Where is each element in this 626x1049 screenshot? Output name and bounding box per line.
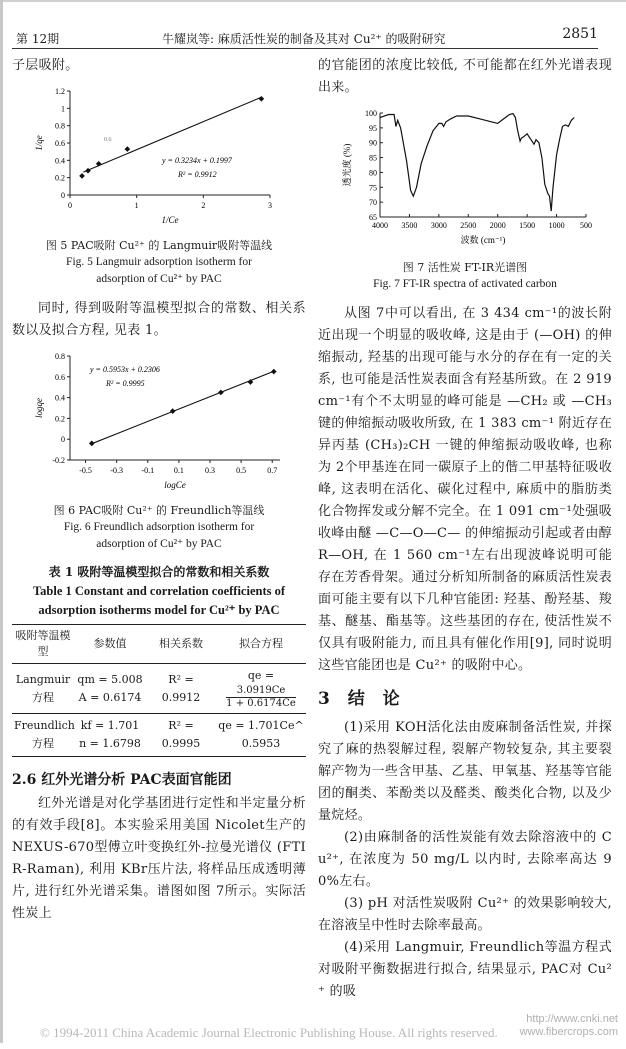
param-value: qm = 5.008 (77, 672, 143, 686)
x-tick-label: -0.1 (141, 466, 155, 475)
x-tick-label: 500 (580, 221, 592, 230)
paragraph-table-ref: 同时, 得到吸附等温模型拟合的常数、相关系数以及拟合方程, 见表 1。 (12, 301, 306, 338)
y-tick-label: 0.8 (55, 121, 65, 131)
two-column-body (12, 55, 612, 1003)
data-point (218, 390, 224, 396)
y-tick-label: 65 (369, 213, 377, 222)
y-tick-label: 75 (369, 183, 377, 193)
y-tick-label: 0.6 (55, 372, 65, 382)
x-tick-label: 0.5 (236, 466, 247, 475)
stray-label: 0.6 (104, 137, 112, 143)
x-tick-label: 4000 (372, 221, 388, 230)
col-header-equation: 拟合方程 (239, 637, 283, 650)
y-tick-label: 0.8 (55, 352, 65, 361)
copyright-watermark: © 1994-2011 China Academic Journal Electronic Publishing House. All rights reserved. (40, 1025, 498, 1040)
conclusion-1: (1)采用 KOH活化法由废麻制备活性炭, 并探究了麻的热裂解过程, 裂解产物较复杂, 其主要裂解产物为一些含甲基、乙基、甲氧基、羟基等官能团的酮类、苯酚类以及醛类、酸类化合物, 以及少量烷烃。 (318, 720, 612, 823)
model-name: Freundlich (14, 719, 75, 732)
cell-params (74, 714, 146, 757)
figure-5 (12, 83, 306, 233)
figure-6 (12, 348, 306, 498)
y-tick-label: -0.2 (52, 456, 65, 465)
y-tick-label: 90 (369, 138, 377, 148)
cell-model (12, 714, 74, 757)
section-2-6-heading: 2.6 红外光谱分析 PAC表面官能团 (12, 772, 232, 788)
conclusion-3: (3) pH 对活性炭吸附 Cu²⁺ 的效果影响较大, 在溶液呈中性时去除率最高。 (318, 896, 612, 933)
figure-5-langmuir-chart (12, 83, 306, 233)
page-number: 2851 (562, 26, 598, 42)
col-header-r2: 相关系数 (159, 637, 203, 650)
table-1-title-en-1: Table 1 Constant and correlation coefficients of (32, 584, 286, 598)
data-point (259, 96, 265, 102)
x-tick-label: 2500 (460, 221, 477, 230)
table-row (12, 664, 306, 714)
data-point (96, 161, 102, 167)
spacer (12, 288, 306, 298)
y-tick-label: 0 (61, 435, 65, 445)
x-tick-label: 0.7 (267, 466, 278, 475)
param-value: n = 1.6798 (79, 737, 141, 750)
y-tick-label: 0.6 (55, 139, 65, 148)
figure-5-caption-cn: 图 5 PAC吸附 Cu²⁺ 的 Langmuir吸附等温线 (45, 239, 273, 252)
data-point (170, 408, 176, 414)
y-tick-label: 0 (61, 191, 65, 200)
data-point (271, 369, 277, 375)
y-axis-label: 透光度 (%) (342, 143, 352, 187)
y-axis-label: 1/qe (34, 135, 44, 151)
spectrum-line (380, 114, 574, 212)
spacer (318, 293, 612, 303)
x-tick-label: 0 (68, 201, 72, 210)
site-watermark-1: http://www.cnki.net (526, 1013, 618, 1025)
y-tick-label: 70 (369, 198, 377, 208)
y-tick-label: 0.2 (55, 414, 65, 424)
y-tick-label: 0.4 (55, 156, 65, 166)
section-3-heading: 3 结 论 (318, 689, 406, 709)
fit-equation: y = 0.3234x + 0.1997 (162, 156, 232, 165)
x-tick-label: 1 (134, 201, 139, 210)
figure-6-freundlich-chart (12, 348, 306, 498)
equation-fraction (226, 685, 296, 710)
x-axis-label: 1/Ce (161, 215, 179, 225)
running-title: 牛耀岚等: 麻质活性炭的制备及其对 Cu²⁺ 的吸附研究 (162, 32, 446, 46)
x-tick-label: 3500 (401, 221, 418, 230)
left-column (12, 55, 306, 925)
x-tick-label: 3000 (430, 221, 447, 230)
table-1-grid (12, 624, 306, 757)
cell-r2: R² = 0.9912 (161, 672, 201, 704)
equation-denominator: 1 + 0.6174Ce (226, 698, 296, 709)
figure-5-caption-en-1: Fig. 5 Langmuir adsorption isotherm for (66, 256, 252, 268)
r-squared: R² = 0.9995 (106, 379, 145, 388)
figure-6-caption-en-1: Fig. 6 Freundlich adsorption isotherm for (63, 521, 255, 533)
spacer (12, 553, 306, 563)
cell-r2: R² = 0.9995 (161, 719, 201, 750)
model-suffix: 方程 (32, 737, 54, 750)
figure-6-caption-cn: 图 6 PAC吸附 Cu²⁺ 的 Freundlich等温线 (53, 504, 265, 517)
right-column (318, 55, 612, 1003)
data-point (89, 441, 95, 447)
figure-7-caption-en: Fig. 7 FT-IR spectra of activated carbon (373, 278, 557, 290)
conclusion-2: (2)由麻制备的活性炭能有效去除溶液中的 Cu²⁺, 在浓度为 50 mg/L 以内时, 去除率高达 90%左右。 (318, 830, 612, 889)
y-tick-label: 80 (369, 168, 377, 178)
table-1-title-en-2: adsorption isotherms model for Cu²⁺ by PAC (38, 603, 280, 617)
x-tick-label: 1500 (519, 221, 536, 230)
y-tick-label: 1.2 (55, 87, 65, 96)
data-point (125, 146, 131, 152)
param-value: kf = 1.701 (80, 719, 140, 732)
x-axis-label: 波数 (cm⁻¹) (460, 235, 506, 245)
figure-7-caption-cn: 图 7 活性炭 FT-IR光谱图 (402, 261, 528, 274)
figure-7-ftir-chart (318, 105, 612, 255)
issue-label: 第 12期 (16, 32, 60, 46)
paragraph-ir-analysis: 从图 7中可以看出, 在 3 434 cm⁻¹的波长附近出现一个明显的吸收峰, 这是由于 (—OH) 的伸缩振动, 羟基的出现可能与水分的存在有一定的关系, 也可能是活性炭表面含有羟基所致。在 2 919 cm⁻¹有个不太明显的峰可能是 —CH₂ 或 —CH₃ 键的伸缩振动吸收所致, 在 1 383 cm⁻¹ 附近存在异丙基 (CH₃)₂CH 一键的伸缩振动吸收峰, 也称为 2个甲基连在同一碳原子上的偕二甲基特征吸收峰, 这表明在活化、碳化过程中, 麻质中的脂肪类化合物挥发或分解不完全。在 1 091 cm⁻¹处强吸收峰由醚 —C—O—C— 的伸缩振动引起或者由醇 R—OH, 在 1 560 cm⁻¹左右出现波峰说明可能存在芳香骨架。通过分析知所制备的麻质活性炭表面可能主要有以下几种官能团: 羟基、酚羟基、羧基、醚基、酯基等。这些基团的存在, 使活性炭不仅具有吸附能力, 而且具有催化作用[9], 同时说明这些官能团也是 Cu²⁺ 的吸附中心。 (318, 306, 612, 673)
y-tick-label: 100 (365, 109, 377, 118)
data-point (79, 173, 85, 179)
model-suffix: 方程 (32, 690, 54, 704)
y-tick-label: 1 (61, 104, 65, 114)
table-row (12, 714, 306, 757)
y-tick-label: 0.4 (55, 393, 65, 403)
paragraph-ir-method: 红外光谱是对化学基团进行定性和半定量分析的有效手段[8]。本实验采用美国 Nicolet生产的 NEXUS-670型傅立叶变换红外-拉曼光谱仪 (FTIR-Raman), 利用 KBr压片法, 将样品压成透明薄片, 进行红外光谱采集。谱图如图 7所示。实际活性炭上 (12, 796, 306, 921)
x-tick-label: 2 (201, 201, 206, 210)
x-tick-label: 0.3 (205, 466, 215, 475)
x-axis-label: logCe (164, 480, 186, 490)
figure-7 (318, 105, 612, 255)
x-tick-label: 0.1 (173, 466, 184, 475)
x-tick-label: 2000 (489, 221, 506, 230)
x-tick-label: 3 (268, 201, 272, 210)
table-1 (12, 563, 306, 757)
cell-params (74, 664, 146, 714)
page-border-top (0, 0, 626, 2)
conclusion-4: (4)采用 Langmuir, Freundlich等温方程式对吸附平衡数据进行拟合, 结果显示, PAC对 Cu²⁺ 的吸 (318, 940, 612, 999)
running-header (12, 24, 598, 49)
site-watermark (520, 1013, 618, 1039)
y-tick-label: 0.2 (55, 173, 65, 183)
cell-equation (216, 664, 306, 714)
x-tick-label: -0.3 (110, 466, 124, 475)
fit-equation: y = 0.5953x + 0.2306 (90, 365, 160, 374)
figure-5-caption-en-2: adsorption of Cu²⁺ by PAC (96, 273, 222, 285)
param-value: A = 0.6174 (78, 690, 142, 704)
cell-equation: qe = 1.701Ce^0.5953 (218, 719, 304, 750)
equation-lhs: qe = (247, 669, 275, 682)
paragraph-intro-tail: 子层吸附。 (12, 58, 79, 73)
figure-6-caption-en-2: adsorption of Cu²⁺ by PAC (96, 538, 222, 550)
x-tick-label: -0.5 (79, 466, 92, 475)
col-header-model: 吸附等温模型 (15, 629, 71, 658)
col-header-params: 参数值 (93, 637, 127, 650)
y-tick-label: 95 (369, 123, 377, 133)
model-name: Langmuir (15, 672, 71, 686)
cell-model (12, 664, 74, 714)
page-border-left (0, 0, 3, 1043)
page-footer (40, 1013, 618, 1043)
paragraph-right-top: 的官能团的浓度比较低, 不可能都在红外光谱表现出来。 (318, 58, 612, 95)
x-tick-label: 1000 (548, 221, 565, 230)
table-1-title-cn: 表 1 吸附等温模型拟合的常数和相关系数 (48, 565, 270, 579)
table-header-row (12, 625, 306, 664)
r-squared: R² = 0.9912 (178, 170, 217, 179)
equation-numerator: 3.0919Ce (226, 685, 296, 698)
y-tick-label: 85 (369, 153, 377, 163)
site-watermark-2: www.fibercrops.com (519, 1026, 618, 1038)
y-axis-label: logqe (34, 398, 44, 418)
